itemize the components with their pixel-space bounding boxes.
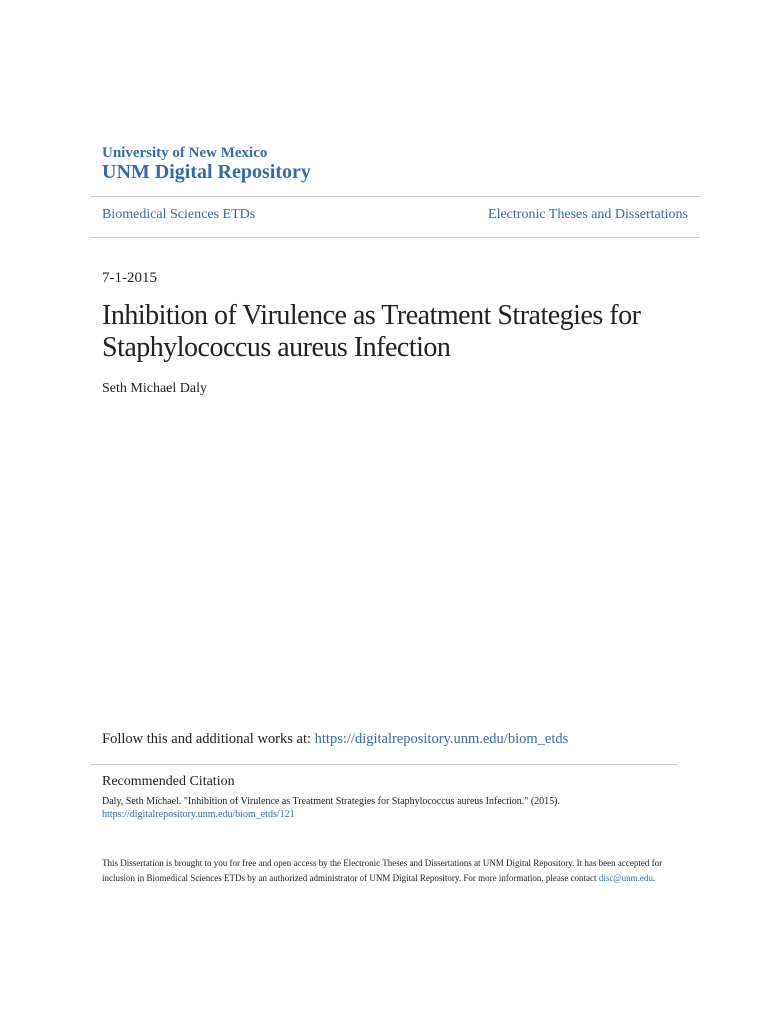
citation-text: Daly, Seth Michael. "Inhibition of Virulence as Treatment Strategies for Staphylococcus aureus Infection." (2015). (102, 796, 561, 807)
follow-works-link[interactable]: https://digitalrepository.unm.edu/biom_etds (314, 731, 569, 747)
repository-name[interactable]: UNM Digital Repository (102, 161, 311, 183)
document-author: Seth Michael Daly (102, 381, 207, 396)
follow-works-label: Follow this and additional works at: (102, 731, 315, 747)
citation-link[interactable]: https://digitalrepository.unm.edu/biom_etds/121 (102, 809, 295, 820)
series-link[interactable]: Electronic Theses and Dissertations (488, 207, 688, 222)
access-notice-suffix: . (652, 873, 656, 883)
citation-heading: Recommended Citation (102, 774, 235, 789)
header-divider-top (90, 196, 700, 197)
university-name: University of New Mexico (102, 145, 268, 161)
header-divider-bottom (90, 237, 700, 238)
follow-works-line (102, 731, 568, 748)
collection-link[interactable]: Biomedical Sciences ETDs (102, 207, 256, 222)
contact-email-link[interactable]: disc@unm.edu (598, 873, 653, 883)
access-notice-text: This Dissertation is brought to you for free and open access by the Electronic Theses and Dissertations at UNM Digital Repository. It has been accepted for inclusion in Biomedical Sciences ETDs by an authorized administrator of UNM Digital Repository. For more information, please contact (102, 858, 663, 883)
access-notice (102, 856, 682, 886)
document-title: Inhibition of Virulence as Treatment Strategies for Staphylococcus aureus Infection (102, 300, 641, 363)
publication-date: 7-1-2015 (102, 270, 157, 286)
citation-divider (90, 764, 678, 765)
